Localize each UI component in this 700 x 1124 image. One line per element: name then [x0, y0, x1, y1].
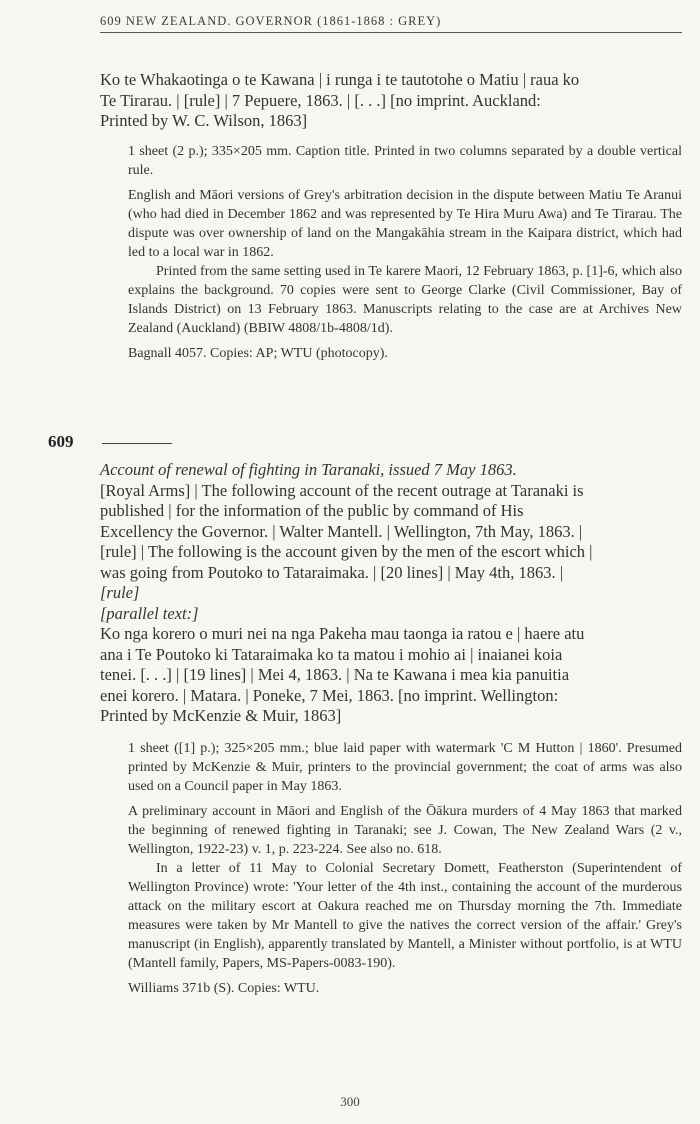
- title-line: was going from Poutoko to Tataraimaka. | [20 lines] | May 4th, 1863. |: [100, 562, 564, 582]
- title-line: published | for the information of the public by command of His: [100, 501, 524, 520]
- title-line: Account of renewal of fighting in Taranaki, issued 7 May 1863.: [100, 460, 517, 479]
- title-line: Ko nga korero o muri nei na nga Pakeha mau taonga ia ratou e | haere atu: [100, 624, 585, 643]
- entry-609: [100, 460, 682, 1004]
- title-line: Printed by W. C. Wilson, 1863]: [100, 111, 308, 130]
- title-line: Te Tirarau. | [rule] | 7 Pepuere, 1863. | [. . .] [no imprint. Auckland:: [100, 90, 541, 110]
- entry-number: 609: [48, 432, 74, 451]
- title-line: enei korero. | Matara. | Poneke, 7 Mei, 1863. [no imprint. Wellington:: [100, 685, 559, 705]
- entry-notes: [128, 739, 682, 998]
- entry-title: [100, 460, 682, 727]
- title-line: [rule] | The following is the account given by the men of the escort which |: [100, 542, 593, 561]
- page-number: 300: [340, 1094, 360, 1109]
- references: Williams 371b (S). Copies: WTU.: [128, 980, 320, 996]
- note-paragraph: In a letter of 11 May to Colonial Secretary Domett, Featherston (Superintendent of Wellington Province) wrote: 'Your letter of the 4th inst., containing the account of the murderous attack on the military escort at Oakura reached me on Thursday morning the 7th. Immediate measures were taken by Mr Mantell to give the natives the correct version of the affair.' Grey's manuscript (in English), apparently translated by Mantell, a Minister without portfolio, is at WTU (Mantell family, Papers, MS-Papers-0083-190).: [128, 860, 682, 971]
- entry-dash-rule: [102, 443, 172, 444]
- title-line: [parallel text:]: [100, 603, 199, 623]
- title-line: ana i Te Poutoko ki Tataraimaka ko ta matou i mohio ai | inaianei koia: [100, 644, 563, 664]
- previous-entry: [100, 70, 682, 369]
- references: Bagnall 4057. Copies: AP; WTU (photocopy).: [128, 345, 388, 361]
- title-line: tenei. [. . .] | [19 lines] | Mei 4, 1863. | Na te Kawana i mea kia panuitia: [100, 665, 570, 684]
- title-line: [Royal Arms] | The following account of the recent outrage at Taranaki is: [100, 480, 584, 500]
- physical-description: 1 sheet (2 p.); 335×205 mm. Caption title. Printed in two columns separated by a double vertical rule.: [128, 143, 682, 178]
- previous-entry-title: [100, 70, 682, 132]
- title-line: Ko te Whakaotinga o te Kawana | i runga i te tautotohe o Matiu | raua ko: [100, 70, 580, 89]
- physical-description: 1 sheet ([1] p.); 325×205 mm.; blue laid paper with watermark 'C M Hutton | 1860'. Presumed printed by McKenzie & Muir, printers to the provincial government; the coat of arms was also used on a Council paper in May 1863.: [128, 740, 682, 794]
- running-header: 609 NEW ZEALAND. GOVERNOR (1861-1868 : GREY): [100, 14, 682, 33]
- note-paragraph: Printed from the same setting used in Te karere Maori, 12 February 1863, p. [1]-6, which also explains the background. 70 copies were sent to George Clarke (Civil Commissioner, Bay of Islands District) on 13 February 1863. Manuscripts relating to the case are at Archives New Zealand (Auckland) (BBIW 4808/1b-4808/1d).: [128, 263, 682, 336]
- note-paragraph: English and Māori versions of Grey's arbitration decision in the dispute between Matiu Te Aranui (who had died in December 1862 and was represented by Te Hira Muru Awa) and Te Tirarau. The dispute was over ownership of land on the Mangakāhia stream in the Kaipara district, which had led to a local war in 1862.: [128, 187, 682, 260]
- title-line: [rule]: [100, 583, 140, 602]
- title-line: Printed by McKenzie & Muir, 1863]: [100, 706, 342, 725]
- title-line: Excellency the Governor. | Walter Mantell. | Wellington, 7th May, 1863. |: [100, 521, 583, 541]
- note-paragraph: A preliminary account in Māori and English of the Ōākura murders of 4 May 1863 that marked the beginning of renewed fighting in Taranaki; see J. Cowan, The New Zealand Wars (2 v., Wellington, 1922-23) v. 1, p. 223-224. See also no. 618.: [128, 803, 682, 857]
- previous-entry-notes: [128, 142, 682, 363]
